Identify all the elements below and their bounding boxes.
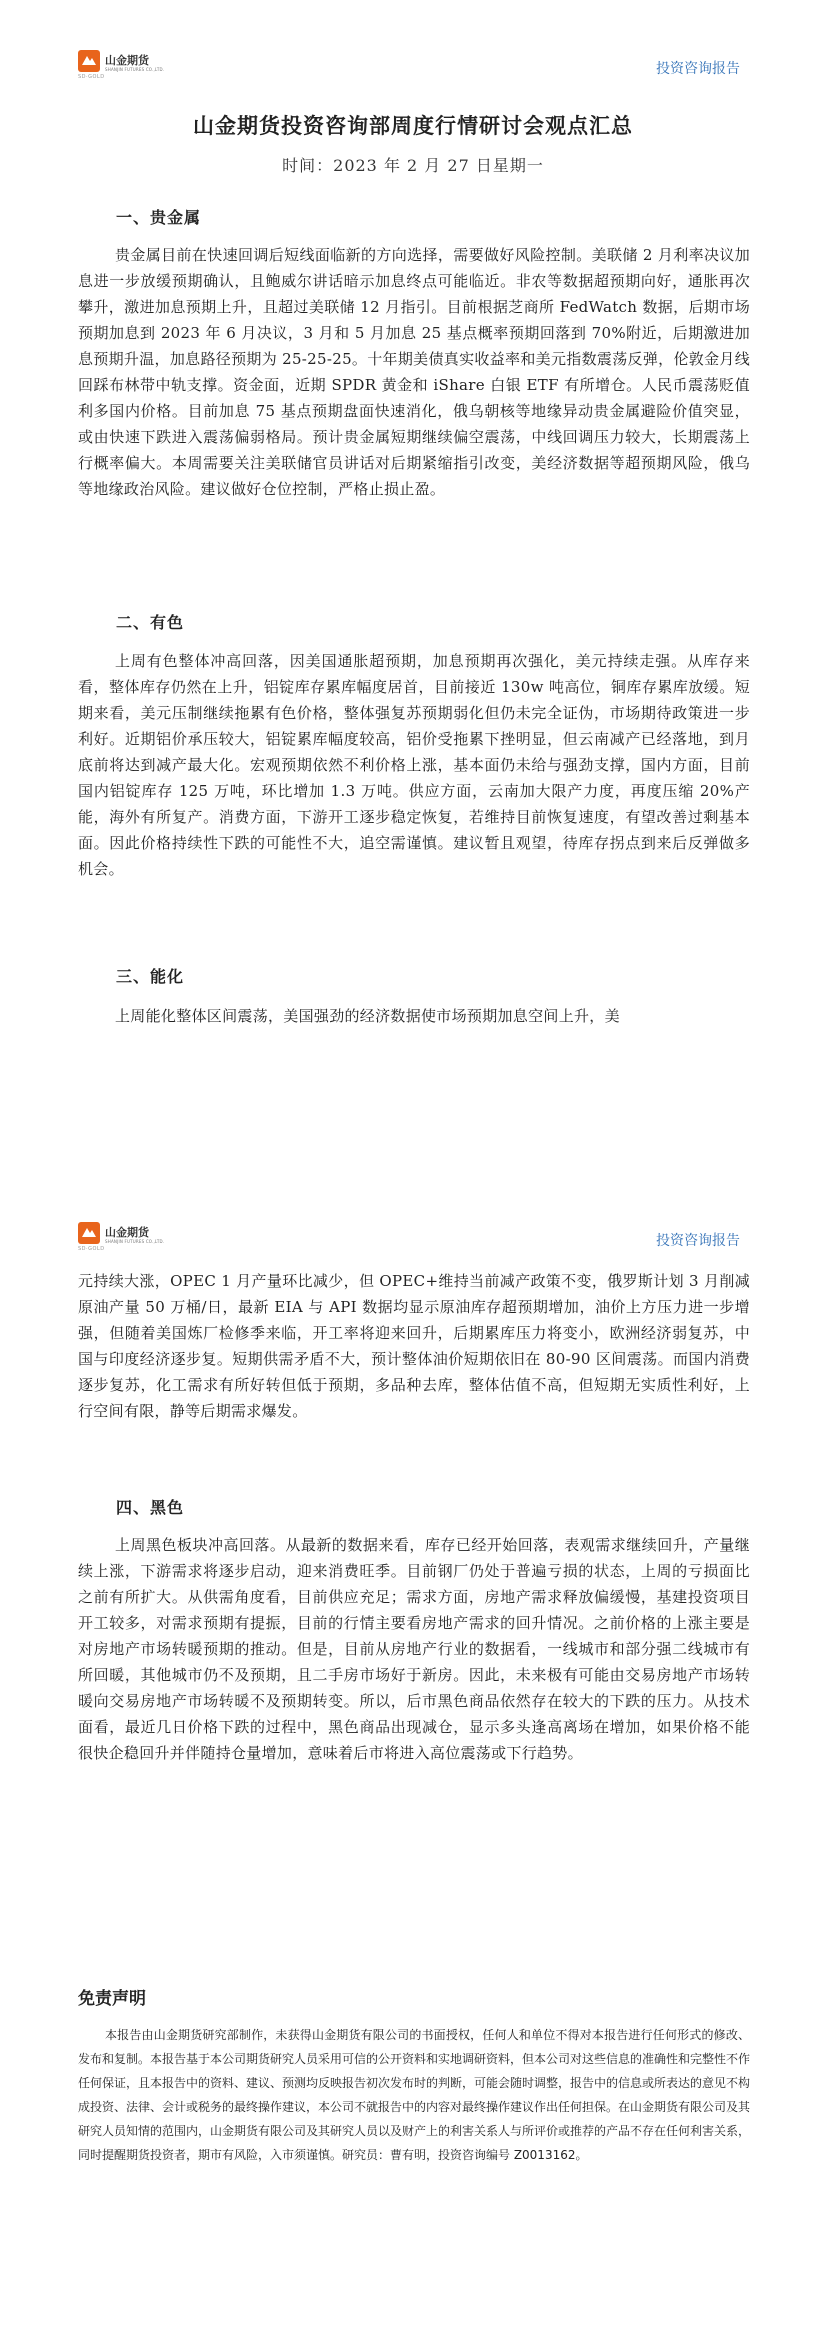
company-logo: [78, 1222, 170, 1252]
document-title: 山金期货投资咨询部周度行情研讨会观点汇总: [193, 114, 633, 138]
section-heading-nonferrous: 二、有色: [116, 613, 185, 632]
report-type-label: 投资咨询报告: [656, 61, 740, 77]
logo-english-text: SHANJIN FUTURES CO.,LTD.: [105, 1239, 165, 1244]
section-body-nonferrous: 上周有色整体冲高回落，因美国通胀超预期，加息预期再次强化，美元持续走强。从库存来看，整体库存仍然在上升，铝锭库存累库幅度居首，目前接近 130w 吨高位，铜库存累库放缓。短期来看，美元压制继续拖累有色价格，整体强复苏预期弱化但仍未完全证伪，市场期待政策进一步利好。近期铝价承压较大，铝锭累库幅度较高，铝价受拖累下挫明显，但云南减产已经落地，到月底前将达到减产最大化。宏观预期依然不利价格上涨，基本面仍未给与强劲支撑，国内方面，目前国内铝锭库存 125 万吨，环比增加 1.3 万吨。供应方面，云南加大限产力度，再度压缩 20%产能，海外有所复产。消费方面，下游开工逐步稳定恢复，若维持目前恢复速度，有望改善过剩基本面。因此价格持续性下跌的可能性不大，追空需谨慎。建议暂且观望，待库存拐点到来后反弹做多机会。: [78, 652, 750, 878]
disclaimer-text: 本报告由山金期货研究部制作，未获得山金期货有限公司的书面授权，任何人和单位不得对本报告进行任何形式的修改、发布和复制。本报告基于本公司期货研究人员采用可信的公开资料和实地调研资料，但本公司对这些信息的准确性和完整性不作任何保证，且本报告中的资料、建议、预测均反映报告初次发布时的判断，可能会随时调整，报告中的信息或所表达的意见不构成投资、法律、会计或税务的最终操作建议，本公司不就报告中的内容对最终操作建议作出任何担保。在山金期货有限公司及其研究人员知情的范围内，山金期货有限公司及其研究人员以及财产上的利害关系人与所评价或推荐的产品不存在任何利害关系，同时提醒期货投资者，期市有风险，入市须谨慎。研究员：曹有明，投资咨询编号 Z0013162。: [78, 2028, 751, 2162]
section-heading-energy-chemicals: 三、能化: [116, 967, 185, 986]
page-header: [0, 0, 826, 80]
page-header: [0, 1190, 826, 1250]
section-body-ferrous: 上周黑色板块冲高回落。从最新的数据来看，库存已经开始回落，表观需求继续回升，产量继续上涨，下游需求将逐步启动，迎来消费旺季。目前钢厂仍处于普遍亏损的状态，上周的亏损面比之前有所扩大。从供需角度看，目前供应充足；需求方面，房地产需求释放偏缓慢，基建投资项目开工较多，对需求预期有提振，目前的行情主要看房地产需求的回升情况。之前价格的上涨主要是对房地产市场转暖预期的推动。但是，目前从房地产行业的数据看，一线城市和部分强二线城市有所回暖，其他城市仍不及预期，且二手房市场好于新房。因此，未来极有可能由交易房地产市场转暖向交易房地产市场转暖不及预期转变。所以，后市黑色商品依然存在较大的下跌的压力。从技术面看，最近几日价格下跌的过程中，黑色商品出现减仓，显示多头逢高离场在增加，如果价格不能很快企稳回升并伴随持仓量增加，意味着后市将进入高位震荡或下行趋势。: [78, 1536, 750, 1762]
disclaimer-heading: 免责声明: [78, 1989, 146, 2009]
section-body-precious-metals: 贵金属目前在快速回调后短线面临新的方向选择，需要做好风险控制。美联储 2 月利率决议加息进一步放缓预期确认，且鲍威尔讲话暗示加息终点可能临近。非农等数据超预期向好，通胀再次攀升，激进加息预期上升，且超过美联储 12 月指引。目前根据芝商所 FedWatch 数据，后期市场预期加息到 2023 年 6 月决议，3 月和 5 月加息 25 基点概率预期回落到 70%附近，后期激进加息预期升温，加息路径预期为 25-25-25。十年期美债真实收益率和美元指数震荡反弹，伦敦金月线回踩布林带中轨支撑。资金面，近期 SPDR 黄金和 iShare 白银 ETF 有所增仓。人民币震荡贬值利多国内价格。目前加息 75 基点预期盘面快速消化，俄乌朝核等地缘异动贵金属避险价值突显，或由快速下跌进入震荡偏弱格局。预计贵金属短期继续偏空震荡，中线回调压力较大，长期震荡上行概率偏大。本周需要关注美联储官员讲话对后期紧缩指引改变，美经济数据等超预期风险，俄乌等地缘政治风险。建议做好仓位控制，严格止损止盈。: [78, 246, 750, 498]
logo-sub-text: SD·GOLD: [78, 74, 105, 80]
logo-text: 山金期货: [105, 1226, 149, 1239]
section-body-energy-chemicals-part1: 上周能化整体区间震荡，美国强劲的经济数据使市场预期加息空间上升，美: [115, 1007, 620, 1025]
logo-mark-icon: [78, 1222, 100, 1244]
section-heading-ferrous: 四、黑色: [116, 1498, 185, 1517]
logo-mark-icon: [78, 50, 100, 72]
logo-english-text: SHANJIN FUTURES CO.,LTD.: [105, 67, 165, 72]
report-type-label: 投资咨询报告: [656, 1233, 740, 1249]
company-logo: [78, 50, 170, 80]
logo-text: 山金期货: [105, 54, 149, 67]
section-body-energy-chemicals-part2: 元持续大涨，OPEC 1 月产量环比减少，但 OPEC+维持当前减产政策不变，俄罗斯计划 3 月削减原油产量 50 万桶/日，最新 EIA 与 API 数据均显示原油库存超预期增加，油价上方压力进一步增强，但随着美国炼厂检修季来临，开工率将迎来回升，后期累库压力将变小，欧洲经济弱复苏，中国与印度经济逐步复。短期供需矛盾不大，预计整体油价短期依旧在 80-90 区间震荡。而国内消费逐步复苏，化工需求有所好转但低于预期，多品种去库，整体估值不高，但短期无实质性利好，上行空间有限，静等后期需求爆发。: [78, 1272, 750, 1420]
document-date: 时间：2023 年 2 月 27 日星期一: [282, 156, 544, 175]
section-heading-precious-metals: 一、贵金属: [116, 208, 202, 227]
logo-sub-text: SD·GOLD: [78, 1246, 105, 1252]
